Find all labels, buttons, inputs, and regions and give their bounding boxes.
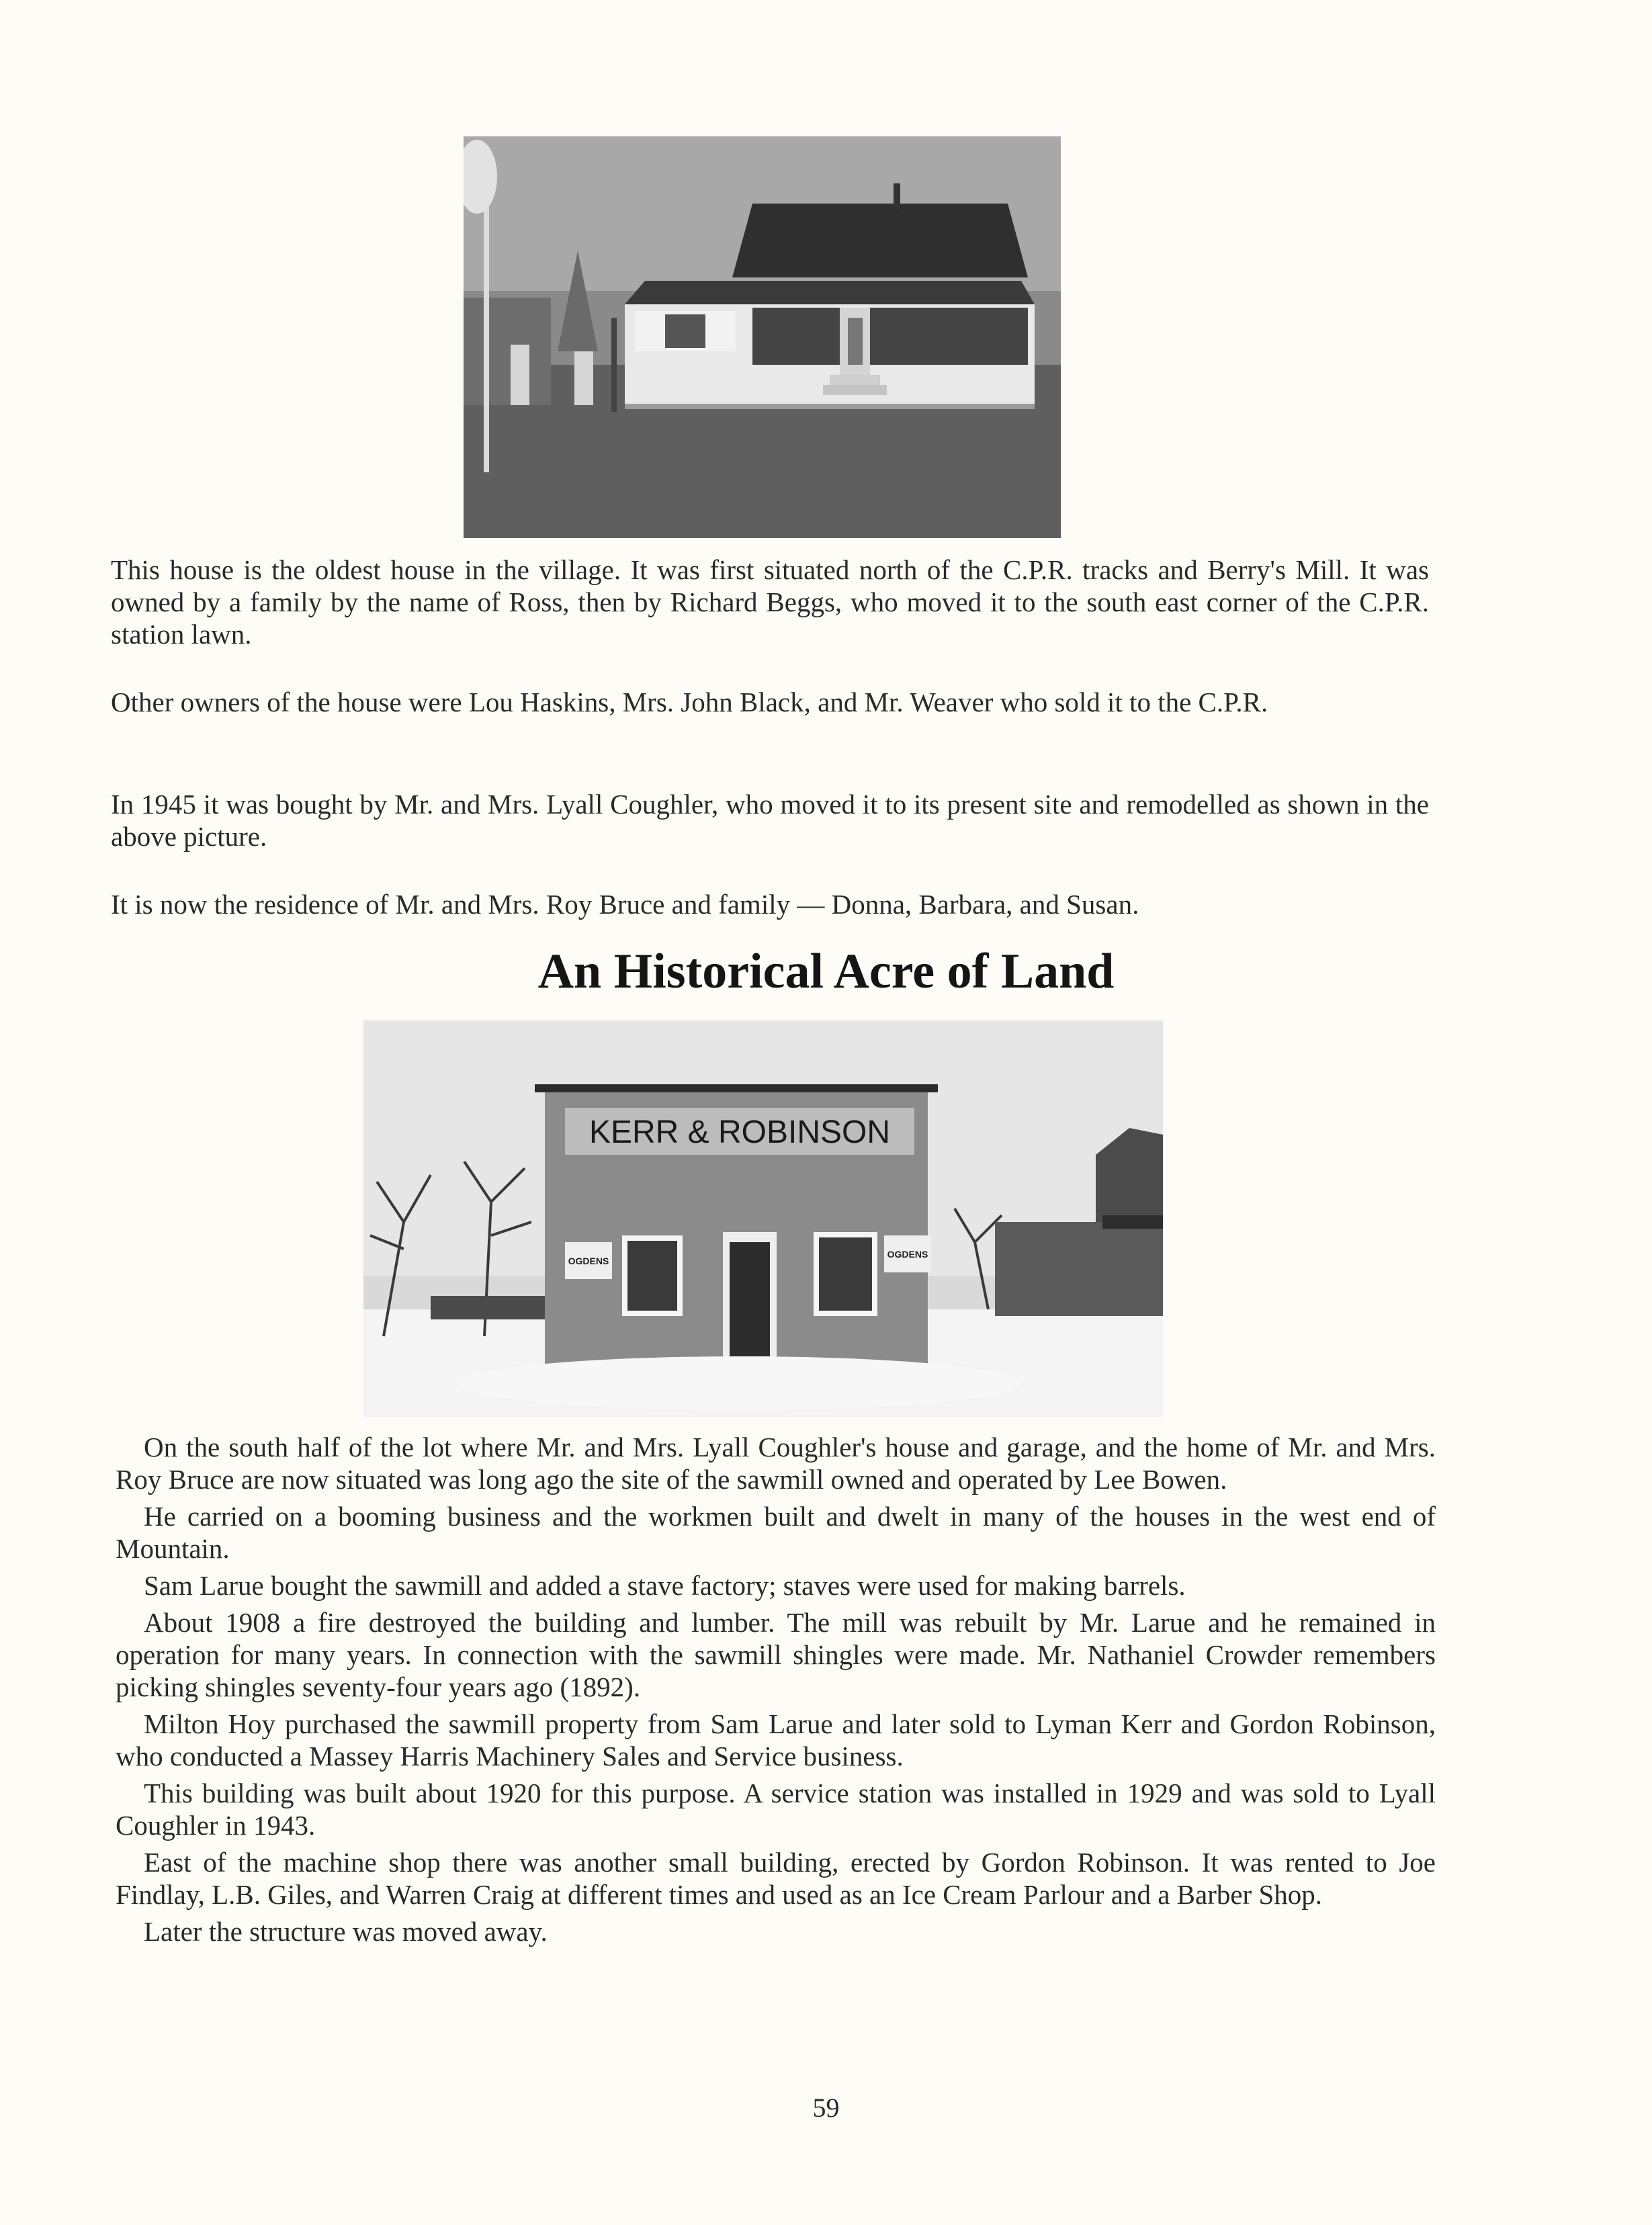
- section-title: An Historical Acre of Land: [537, 944, 1115, 999]
- house-caption-paragraph-2: Other owners of the house were Lou Haskins, Mrs. John Black, and Mr. Weaver who sold it to the C.P.R.: [111, 687, 1268, 717]
- shop-photo-illustration: [363, 1020, 1163, 1417]
- acre-paragraph-1: On the south half of the lot where Mr. and Mrs. Lyall Coughler's house and garage, and the home of Mr. and Mrs. Roy Bruce are now situated was long ago the site of the sawmill owned and operated by Lee Bowen.: [116, 1432, 1436, 1495]
- shop-sign-text: KERR & ROBINSON: [589, 1115, 891, 1150]
- acre-paragraph-7: East of the machine shop there was another small building, erected by Gordon Robinson. It was rented to Joe Findlay, L.B. Giles, and Warren Craig at different times and used as an Ice Cream Parlour and a Barber Shop.: [116, 1847, 1436, 1910]
- poster-left-text: OGDENS: [568, 1256, 609, 1266]
- poster-right-text: OGDENS: [887, 1249, 928, 1260]
- kerr-robinson-shop-photo: [363, 1020, 1163, 1417]
- acre-paragraph-6: This building was built about 1920 for this purpose. A service station was installed in 1929 and was sold to Lyall Coughler in 1943.: [116, 1778, 1436, 1841]
- acre-paragraph-8: Later the structure was moved away.: [144, 1916, 548, 1947]
- house-caption-paragraph-1: This house is the oldest house in the village. It was first situated north of the C.P.R. tracks and Berry's Mill. It was owned by a family by the name of Ross, then by Richard Beggs, who moved it to the south east corner of the C.P.R. station lawn.: [111, 554, 1429, 650]
- acre-paragraph-2: He carried on a booming business and the workmen built and dwelt in many of the houses in the west end of Mountain.: [116, 1501, 1436, 1564]
- acre-paragraph-3: Sam Larue bought the sawmill and added a stave factory; staves were used for making barrels.: [144, 1570, 1186, 1601]
- house-caption-paragraph-3: In 1945 it was bought by Mr. and Mrs. Lyall Coughler, who moved it to its present site and remodelled as shown in the above picture.: [111, 789, 1429, 852]
- house-caption-paragraph-4: It is now the residence of Mr. and Mrs. Roy Bruce and family — Donna, Barbara, and Susan.: [111, 889, 1139, 920]
- acre-paragraph-4: About 1908 a fire destroyed the building and lumber. The mill was rebuilt by Mr. Larue and he remained in operation for many years. In connection with the sawmill shingles were made. Mr. Nathaniel Crowder remembers picking shingles seventy-four years ago (1892).: [116, 1607, 1436, 1702]
- acre-paragraph-5: Milton Hoy purchased the sawmill property from Sam Larue and later sold to Lyman Kerr and Gordon Robinson, who conducted a Massey Harris Machinery Sales and Service business.: [116, 1708, 1436, 1772]
- house-photo: [464, 136, 1061, 538]
- house-photo-illustration: [464, 136, 1061, 538]
- historical-acre-body: [116, 1431, 1436, 1952]
- page-number: 59: [812, 2093, 840, 2123]
